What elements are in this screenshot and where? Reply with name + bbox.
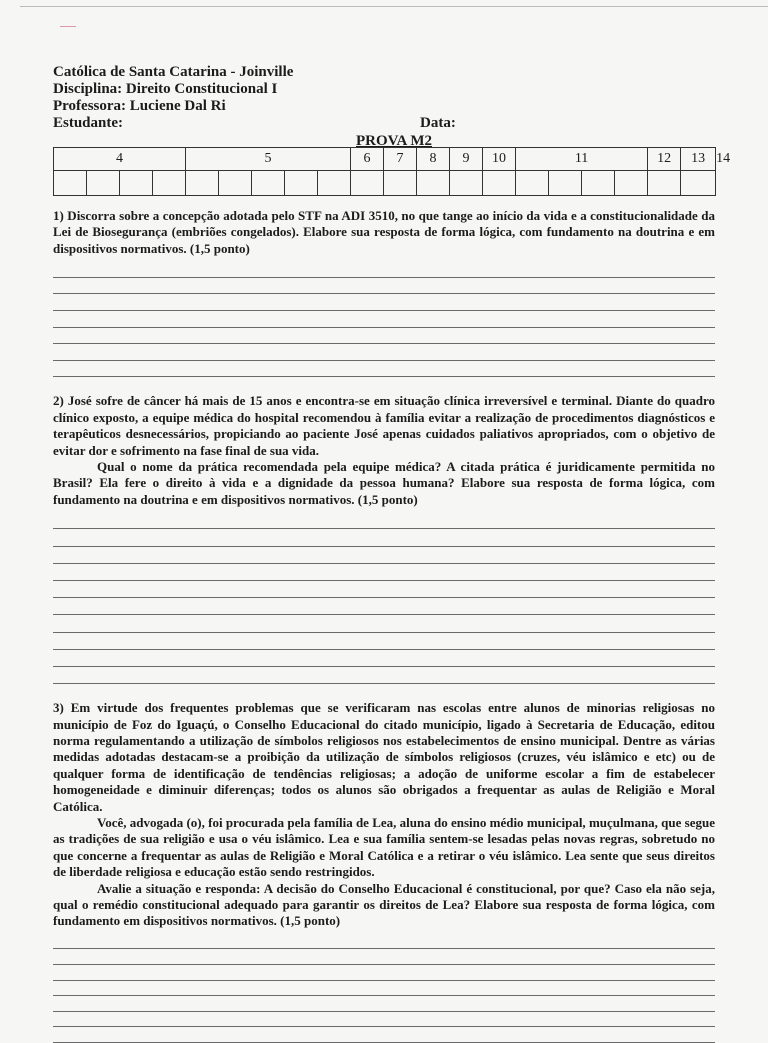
score-cell[interactable]	[615, 171, 648, 196]
score-cell[interactable]	[384, 171, 417, 196]
score-cell[interactable]	[186, 171, 219, 196]
scan-top-edge	[20, 6, 768, 7]
date-label: Data:	[420, 115, 456, 131]
grade-label: 10	[483, 148, 516, 171]
grade-label: 8	[417, 148, 450, 171]
teacher-line: Professora: Luciene Dal Ri	[53, 98, 226, 114]
score-cell[interactable]	[252, 171, 285, 196]
grade-label: 5	[186, 148, 351, 171]
answer-lines[interactable]	[53, 934, 715, 1043]
grade-label: 13	[681, 148, 716, 171]
grade-label-row: 4 5 6 7 8 9 10 11 12 13 14	[54, 148, 716, 171]
grade-table	[53, 147, 731, 196]
score-cell[interactable]	[549, 171, 582, 196]
question-text: Qual o nome da prática recomendada pela equipe médica? A citada prática é juridicamente permitida no Brasil? Ela fere o direito à vida e a dignidade da pessoa humana? Elabore sua resposta de forma lógica, com fundamento na doutrina e em dispositivos normativos. (1,5 ponto)	[53, 459, 715, 507]
student-date-line	[53, 115, 715, 132]
score-cell[interactable]	[219, 171, 252, 196]
question-text: 1) Discorra sobre a concepção adotada pelo STF na ADI 3510, no que tange ao início da vida e a constitucionalidade da Lei de Biosegurança (embriões congelados). Elabore sua resposta de forma lógica, com fundamento na doutrina e em dispositivos normativos. (1,5 ponto)	[53, 208, 715, 256]
score-cell[interactable]	[153, 171, 186, 196]
answer-lines[interactable]	[53, 512, 715, 684]
question-text: 3) Em virtude dos frequentes problemas que se verificaram nas escolas entre alunos de minorias religiosas no município de Foz do Iguaçú, o Conselho Educacional do citado município, ligado à Secretaria de Educação, editou norma regulamentando a utilização de símbolos religiosos nos estabelecimentos de ensino municipal. Dentre as várias medidas adotadas destacam-se a proibição da utilização de símbolos religiosos (cruzes, véu islâmico e etc) ou de qualquer forma de identificação de tendências religiosas; a adoção de uniforme escolar a fim de estabelecer homogeneidade e diminuir diferenças; todos os alunos são obrigados a frequentar as aulas de Religião e Moral Católica.	[53, 700, 715, 814]
score-cell[interactable]	[318, 171, 351, 196]
question-2	[53, 393, 715, 684]
question-text: Avalie a situação e responda: A decisão do Conselho Educacional é constitucional, por que? Caso ela não seja, qual o remédio constitucional adequado para garantir os direitos de Lea? Elabore sua resposta de forma lógica, com fundamento em dispositivos normativos. (1,5 ponto)	[53, 880, 715, 929]
score-cell[interactable]	[417, 171, 450, 196]
score-cell[interactable]	[120, 171, 153, 196]
exam-header	[53, 64, 715, 132]
score-cell[interactable]	[681, 171, 716, 196]
score-cell[interactable]	[450, 171, 483, 196]
question-text: 2) José sofre de câncer há mais de 15 anos e encontra-se em situação clínica irreversível e terminal. Diante do quadro clínico exposto, a equipe médica do hospital recomendou à família evitar a realização de procedimentos diagnósticos e terapêuticos desnecessários, propiciando ao paciente José apenas cuidados paliativos apropriados, com o objetivo de evitar dor e sofrimento na fase final de sua vida.	[53, 393, 715, 458]
institution-name: Católica de Santa Catarina - Joinville	[53, 64, 294, 80]
score-cell[interactable]	[87, 171, 120, 196]
score-cell[interactable]	[351, 171, 384, 196]
exam-sheet	[53, 64, 731, 1043]
grade-label: 9	[450, 148, 483, 171]
grade-label: 12	[648, 148, 681, 171]
score-cell[interactable]	[285, 171, 318, 196]
score-cell[interactable]	[582, 171, 615, 196]
question-text: Você, advogada (o), foi procurada pela família de Lea, aluna do ensino médio municipal, muçulmana, que segue as tradições de sua religião e usa o véu islâmico. Lea e sua família sentem-se lesadas pelas novas regras, sobretudo no que concerne a frequentar as aulas de Religião e Moral Católica e a retirar o véu islâmico. Lea sente que seus direitos de liberdade religiosa e educação estão sendo restringidos.	[53, 814, 715, 880]
discipline-line: Disciplina: Direito Constitucional I	[53, 81, 278, 97]
answer-lines[interactable]	[53, 261, 715, 377]
score-cell[interactable]	[483, 171, 516, 196]
scan-mark	[60, 26, 76, 30]
question-1	[53, 208, 715, 377]
grade-label: 4	[54, 148, 186, 171]
score-cell[interactable]	[516, 171, 549, 196]
student-label: Estudante:	[53, 115, 124, 131]
score-cell[interactable]	[648, 171, 681, 196]
question-3	[53, 700, 715, 1043]
grade-label: 7	[384, 148, 417, 171]
grade-score-row	[54, 171, 716, 196]
grade-label: 11	[516, 148, 648, 171]
grade-label: 6	[351, 148, 384, 171]
exam-title: PROVA M2	[356, 133, 432, 149]
score-cell[interactable]	[54, 171, 87, 196]
